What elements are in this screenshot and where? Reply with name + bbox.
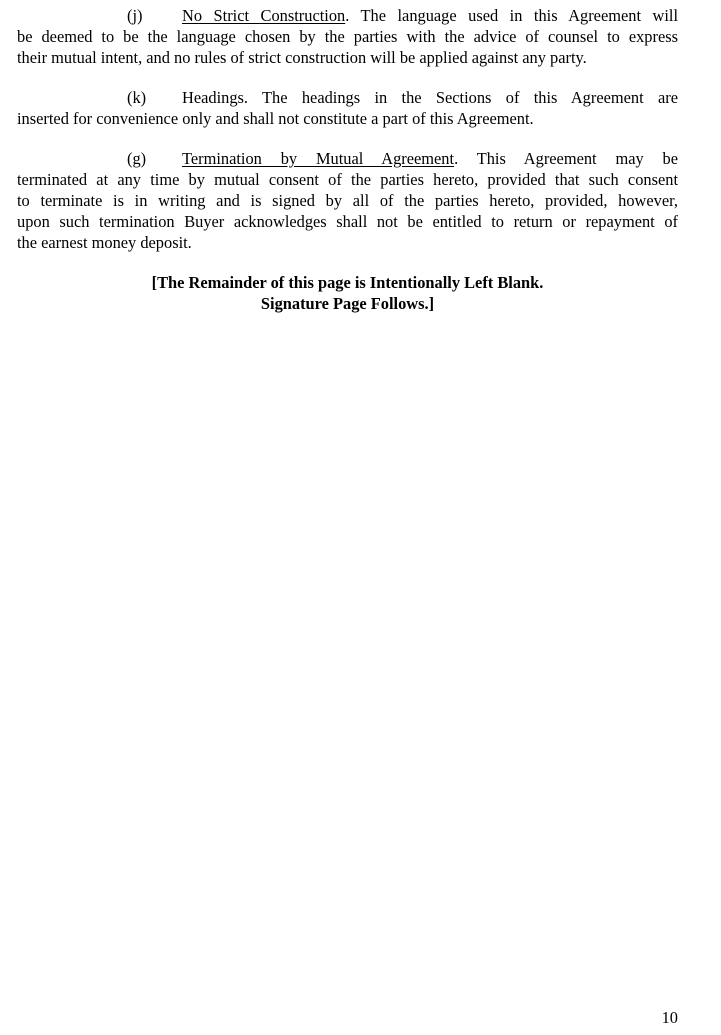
section-heading: Termination by Mutual Agreement <box>182 149 455 168</box>
section-g-line-4: upon such termination Buyer acknowledges shall not be entitled to return or repayment of <box>17 212 678 231</box>
section-j-line-1 <box>17 5 678 26</box>
section-text: . This Agreement may be <box>454 149 678 168</box>
section-text: . The language used in this Agreement will <box>345 6 678 25</box>
section-marker: (g) <box>127 149 147 168</box>
blank-note-line-2: Signature Page Follows.] <box>260 294 435 313</box>
blank-note-line-1: [The Remainder of this page is Intentionally Left Blank. <box>151 273 544 292</box>
section-k-line-2: inserted for convenience only and shall not constitute a part of this Agreement. <box>17 109 534 128</box>
section-g-line-5: the earnest money deposit. <box>17 233 192 252</box>
section-g-line-3: to terminate is in writing and is signed by all of the parties hereto, provided, however, <box>17 191 678 210</box>
section-g <box>17 148 678 253</box>
section-k-line-1 <box>17 87 678 108</box>
section-marker: (j) <box>127 6 143 25</box>
section-g-line-2: terminated at any time by mutual consent of the parties hereto, provided that such consent <box>17 170 678 189</box>
section-k <box>17 87 678 129</box>
section-marker: (k) <box>127 88 147 107</box>
intentionally-blank-note <box>17 272 678 314</box>
section-j-line-2: be deemed to be the language chosen by the parties with the advice of counsel to express <box>17 27 678 46</box>
section-text: . The headings in the Sections of this Agreement are <box>243 88 678 107</box>
section-heading: Headings <box>182 88 244 107</box>
section-j-line-3: their mutual intent, and no rules of strict construction will be applied against any party. <box>17 48 587 67</box>
page-number: 10 <box>661 1008 678 1027</box>
document-page <box>17 5 678 314</box>
section-heading: No Strict Construction <box>182 6 346 25</box>
section-j <box>17 5 678 68</box>
section-g-line-1 <box>17 148 678 169</box>
